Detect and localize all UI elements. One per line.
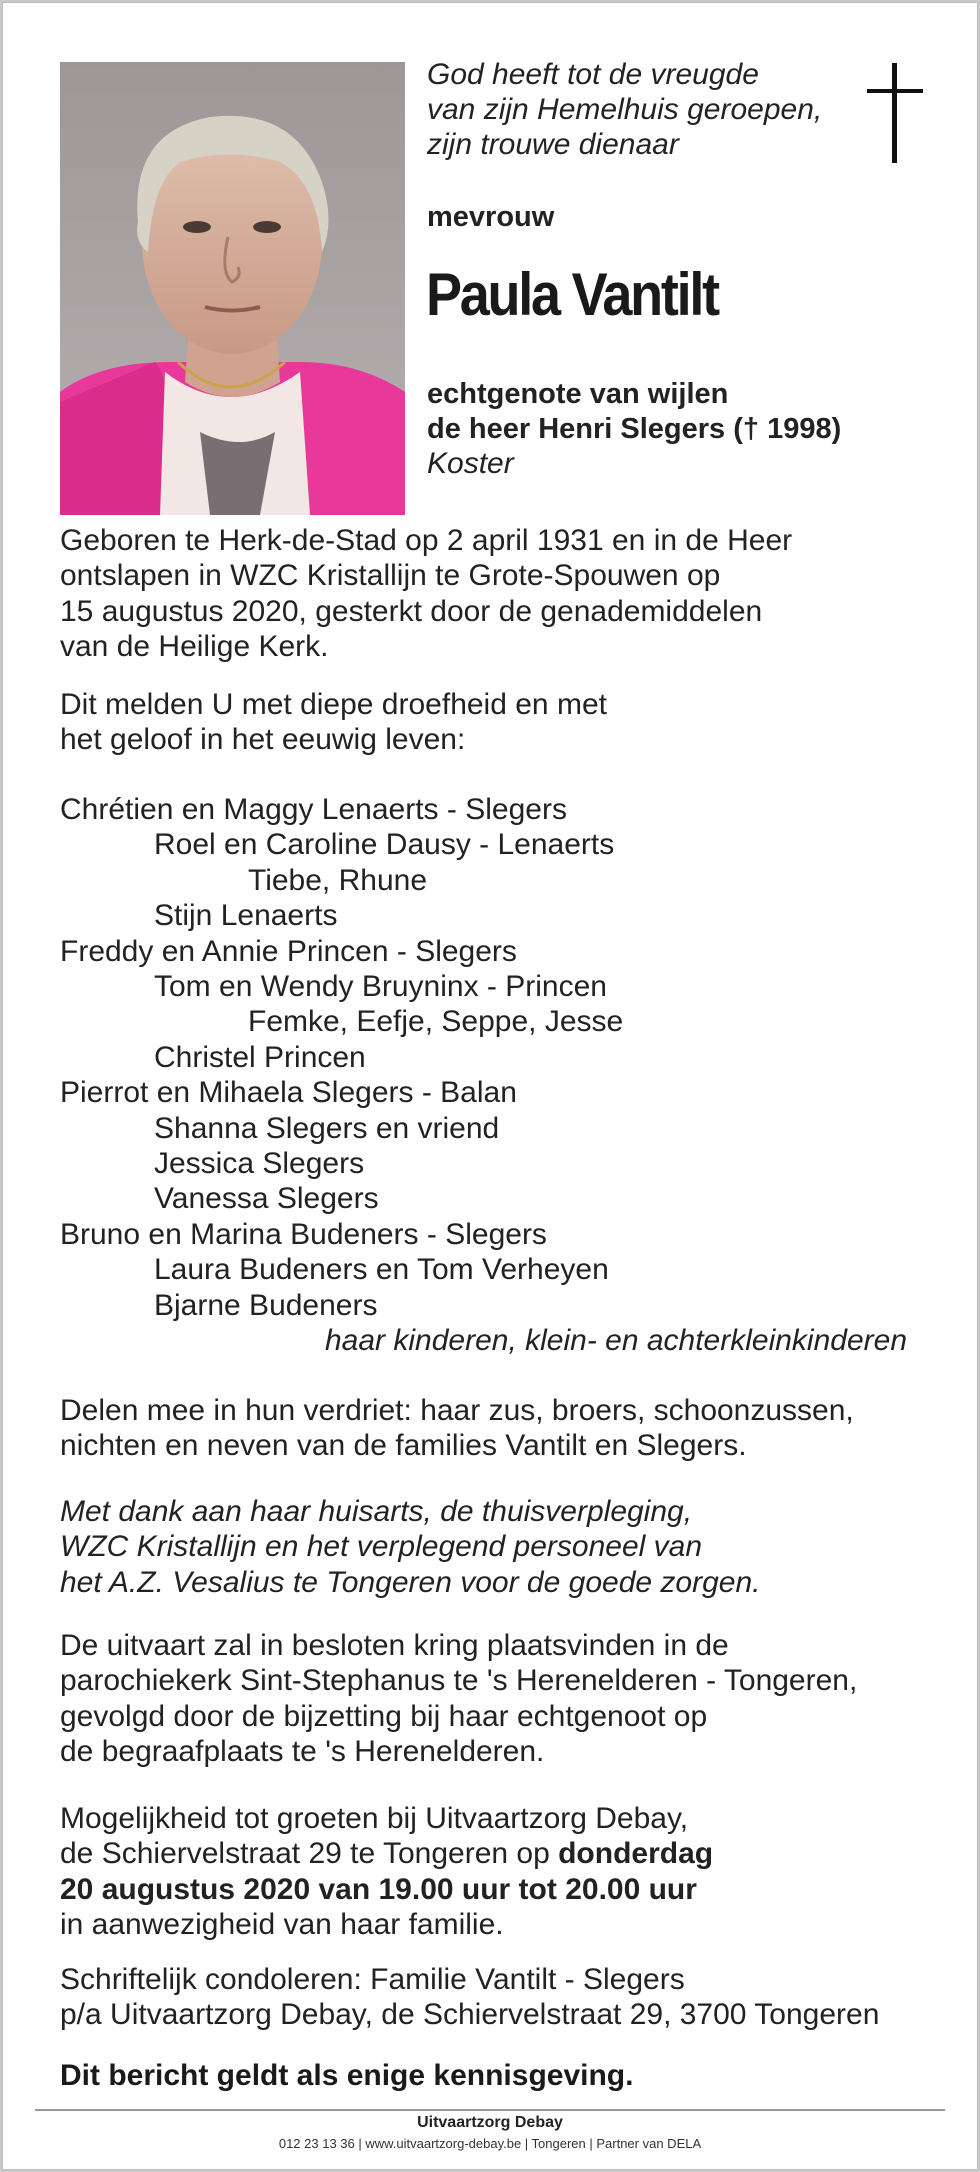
family-member-line: Christel Princen: [154, 1040, 366, 1074]
family-member-line: Tiebe, Rhune: [248, 863, 428, 897]
family-member-line: Shanna Slegers en vriend: [154, 1111, 500, 1145]
family-member-line: Roel en Caroline Dausy - Lenaerts: [154, 828, 615, 862]
text-line: Mogelijkheid tot groeten bij Uitvaartzorg Debay,: [60, 1802, 689, 1835]
family-signature: haar kinderen, klein- en achterkleinkinderen: [325, 1324, 908, 1357]
text-line: gevolgd door de bijzetting bij haar echtgenoot op: [60, 1699, 708, 1733]
condolence-paragraph: [60, 1962, 879, 2033]
visit-address: de Schiervelstraat 29 te Tongeren op: [60, 1837, 559, 1871]
role: Koster: [427, 447, 514, 480]
text-line: Dit melden U met diepe droefheid en met: [60, 688, 607, 721]
text-line: Delen mee in hun verdriet: haar zus, broers, schoonzussen,: [60, 1394, 854, 1427]
family-member-line: Jessica Slegers: [154, 1147, 365, 1180]
intro-line: zijn trouwe dienaar: [427, 128, 679, 161]
family-member-line: Pierrot en Mihaela Slegers - Balan: [60, 1076, 517, 1110]
family-member-line: Bjarne Budeners: [154, 1288, 378, 1322]
family-member-line: Femke, Eefje, Seppe, Jesse: [248, 1005, 624, 1039]
spouse-line: echtgenote van wijlen: [427, 378, 729, 410]
text-line: in aanwezigheid van haar familie.: [60, 1908, 504, 1942]
text-line: parochiekerk Sint-Stephanus te 's Herenelderen - Tongeren,: [60, 1664, 858, 1698]
intro-line: God heeft tot de vreugde: [427, 58, 759, 91]
text-line: p/a Uitvaartzorg Debay, de Schiervelstraat 29, 3700 Tongeren: [60, 1998, 880, 2032]
text-line: het geloof in het eeuwig leven:: [60, 723, 466, 757]
family-member-line: Vanessa Slegers: [154, 1182, 379, 1216]
text-line: nichten en neven van de families Vantilt en Slegers.: [60, 1429, 747, 1463]
portrait-illustration: [60, 62, 405, 515]
text-line: Schriftelijk condoleren: Familie Vantilt - Slegers: [60, 1963, 685, 1996]
text-line: Met dank aan haar huisarts, de thuisverpleging,: [60, 1495, 693, 1528]
text-line: De uitvaart zal in besloten kring plaatsvinden in de: [60, 1629, 729, 1662]
thanks-paragraph: [60, 1494, 760, 1600]
family-member-line: Freddy en Annie Princen - Slegers: [60, 934, 517, 968]
family-member-line: Stijn Lenaerts: [154, 899, 338, 933]
text-line: van de Heilige Kerk.: [60, 630, 329, 664]
birth-paragraph: [60, 523, 792, 665]
text-line: de begraafplaats te 's Herenelderen.: [60, 1735, 545, 1769]
spouse-info: [427, 377, 841, 447]
text-line: 15 augustus 2020, gesterkt door de genademiddelen: [60, 594, 763, 628]
spouse-line: de heer Henri Slegers († 1998): [427, 413, 842, 445]
portrait-photo: [60, 62, 405, 515]
family-member-line: Laura Budeners en Tom Verheyen: [154, 1253, 609, 1287]
family-member-line: Tom en Wendy Bruyninx - Princen: [154, 970, 607, 1003]
text-line: Geboren te Herk-de-Stad op 2 april 1931 en in de Heer: [60, 524, 793, 557]
text-line: ontslapen in WZC Kristallijn te Grote-Spouwen op: [60, 559, 721, 593]
notice: Dit bericht geldt als enige kennisgeving.: [60, 2059, 634, 2092]
family-member-line: Chrétien en Maggy Lenaerts - Slegers: [60, 793, 567, 826]
visit-datetime: 20 augustus 2020 van 19.00 uur tot 20.00 uur: [60, 1872, 697, 1906]
text-line: [60, 1836, 713, 1871]
family-member-line: Bruno en Marina Budeners - Slegers: [60, 1217, 547, 1251]
text-line: het A.Z. Vesalius te Tongeren voor de goede zorgen.: [60, 1565, 761, 1599]
footer-company: Uitvaartzorg Debay: [417, 2114, 563, 2131]
footer-divider: [35, 2109, 945, 2111]
intro-line: van zijn Hemelhuis geroepen,: [427, 93, 823, 126]
honorific: mevrouw: [427, 201, 555, 233]
death-notice-card: [2, 2, 978, 2170]
deceased-name: Paula Vantilt: [426, 261, 718, 328]
latin-cross-icon: [867, 63, 923, 163]
announcement: [60, 687, 607, 758]
text-line: WZC Kristallijn en het verplegend personeel van: [60, 1530, 702, 1564]
visitation-paragraph: [60, 1801, 713, 1943]
footer-details: 012 23 13 36 | www.uitvaartzorg-debay.be | Tongeren | Partner van DELA: [278, 2136, 702, 2151]
visit-day: donderdag: [558, 1837, 714, 1871]
sharing-paragraph: [60, 1393, 854, 1464]
funeral-paragraph: [60, 1628, 857, 1770]
intro-text: [427, 57, 822, 162]
